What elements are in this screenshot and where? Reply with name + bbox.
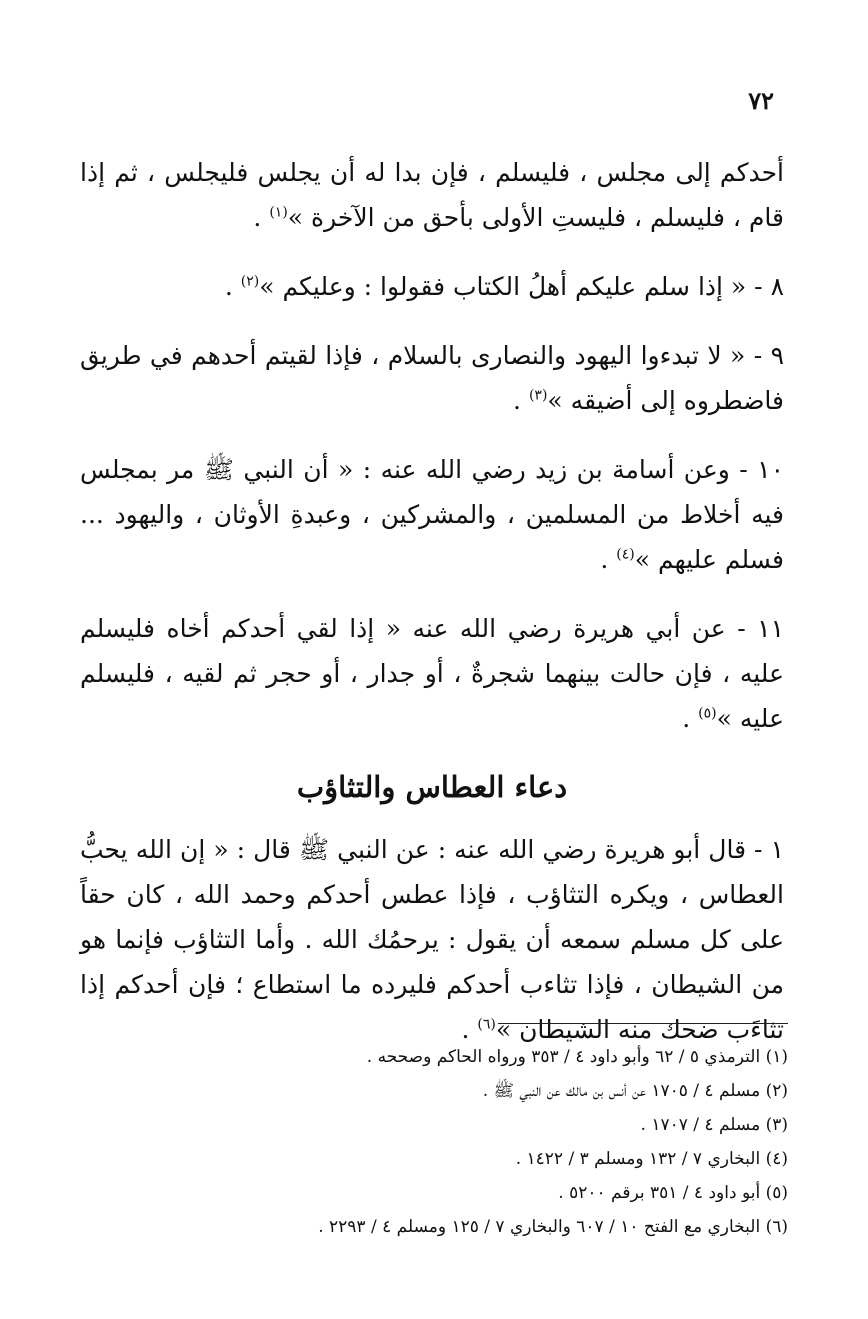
paragraph-tail: .	[682, 704, 699, 733]
footnote: (٦) البخاري مع الفتح ١٠ / ٦٠٧ والبخاري ٧ / ١٢٥ ومسلم ٤ / ٢٢٩٣ .	[318, 1217, 788, 1237]
body-text	[80, 150, 784, 1076]
paragraph-text: ١٠ - وعن أسامة بن زيد رضي الله عنه : « أن النبي ﷺ مر بمجلس فيه أخلاط من المسلمين ، والمشركين ، وعبدةِ الأوثان ، واليهود ... فسلم عليهم »	[80, 455, 785, 574]
footnote-divider	[498, 1023, 788, 1024]
paragraph-text: ١ - قال أبو هريرة رضي الله عنه : عن النبي ﷺ قال : « إن الله يحبُّ العطاس ، ويكره التثاؤب ، فإذا عطس أحدكم وحمد الله ، كان حقاً على كل مسلم سمعه أن يقول : يرحمُك الله . وأما التثاؤب فإنما هو من الشيطان ، فإذا تثاءب أحدكم فليرده ما استطاع ؛ فإن أحدكم إذا تثاءَب ضحك منه الشيطان »	[80, 835, 784, 1044]
paragraph-text: ١١ - عن أبي هريرة رضي الله عنه « إذا لقي أحدكم أخاه فليسلم عليه ، فإن حالت بينهما شجرةٌ ، أو جدار ، أو حجر ثم لقيه ، فليسلم عليه »	[80, 614, 784, 733]
paragraph-continuation	[80, 150, 784, 240]
paragraph-tail: .	[513, 386, 529, 415]
footnote: (٣) مسلم ٤ / ١٧٠٧ .	[640, 1115, 788, 1135]
section-heading: دعاء العطاس والتثاؤب	[296, 770, 568, 804]
hadith-8	[80, 264, 784, 309]
footnote-ref: (٤)	[616, 546, 635, 563]
footnote: (٢) مسلم ٤ / ١٧٠٥ عن أنس بن مالك عن النبي ﷺ .	[482, 1081, 788, 1101]
hadith-11	[80, 606, 784, 741]
paragraph-tail: .	[600, 545, 617, 574]
paragraph-tail: .	[224, 272, 241, 301]
hadith-9	[80, 333, 784, 423]
footnote: (٤) البخاري ٧ / ١٣٢ ومسلم ٣ / ١٤٢٢ .	[515, 1149, 788, 1169]
paragraph-text: أحدكم إلى مجلس ، فليسلم ، فإن بدا له أن يجلس فليجلس ، ثم إذا قام ، فليسلم ، فليستِ الأولى بأحق من الآخرة »	[80, 158, 784, 232]
footnotes	[88, 1040, 788, 1244]
paragraph-tail: .	[461, 1015, 478, 1044]
paragraph-text: ٨ - « إذا سلم عليكم أهلُ الكتاب فقولوا : وعليكم »	[259, 272, 784, 301]
footnote-ref: (٣)	[528, 387, 548, 404]
footnote-ref: (١)	[269, 204, 288, 221]
paragraph-tail: .	[253, 203, 270, 232]
page-number: ٧٢	[748, 86, 774, 115]
hadith-10	[80, 447, 784, 582]
footnote-ref: (٦)	[477, 1016, 496, 1033]
footnote-ref: (٢)	[240, 273, 260, 290]
footnote: (٥) أبو داود ٤ / ٣٥١ برقم ٥٢٠٠ .	[558, 1183, 788, 1203]
paragraph-text: ٩ - « لا تبدءوا اليهود والنصارى بالسلام ، فإذا لقيتم أحدهم في طريق فاضطروه إلى أضيقه »	[80, 341, 784, 415]
footnote: (١) الترمذي ٥ / ٦٢ وأبو داود ٤ / ٣٥٣ ورواه الحاكم وصححه .	[366, 1047, 788, 1067]
footnote-ref: (٥)	[698, 705, 717, 722]
section-paragraph	[80, 827, 784, 1052]
